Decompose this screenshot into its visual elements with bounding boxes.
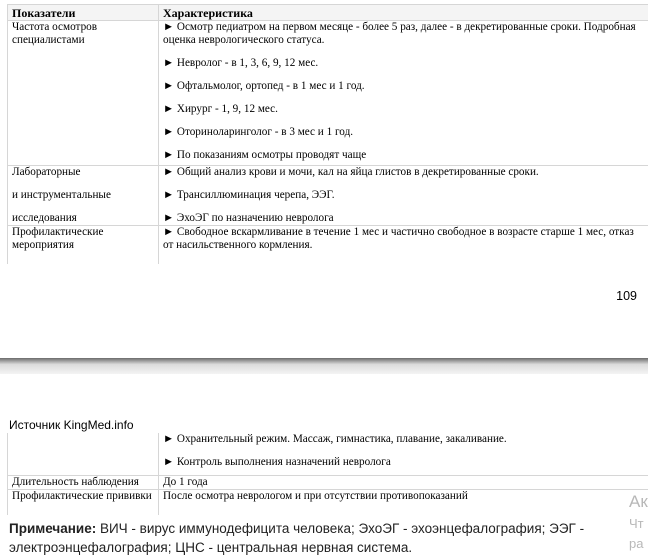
row-label-line: Лабораторные <box>12 166 81 178</box>
page-number: 109 <box>616 289 637 303</box>
row-content <box>159 475 648 489</box>
list-item: До 1 года <box>163 475 208 488</box>
list-item: ► Оториноларинголог - в 3 мес и 1 год. <box>163 126 354 138</box>
row-label-line: и инструментальные <box>12 189 111 201</box>
source-label: Источник KingMed.info <box>9 418 134 432</box>
row-label: Длительность наблюдения <box>8 475 159 489</box>
list-item: ► Офтальмолог, ортопед - в 1 мес и 1 год. <box>163 80 365 92</box>
row-content <box>159 433 648 475</box>
note-label: Примечание: <box>9 521 97 536</box>
row-content <box>159 226 648 264</box>
watermark-overlay-1: Ак <box>629 492 648 511</box>
note-text: ВИЧ - вирус иммунодефицита человека; ЭхоЭГ - эхоэнцефалография; ЭЭГ - электроэнцефалография; ЦНС - центральная нервная система. <box>9 521 585 555</box>
row-content <box>159 21 648 166</box>
table-row <box>8 166 648 226</box>
row-label <box>8 433 159 475</box>
table-row <box>8 433 648 475</box>
watermark-overlay-3: ра <box>629 536 644 551</box>
table-row <box>8 21 648 166</box>
list-item: ► Осмотр педиатром на первом месяце - более 5 раз, далее - в декретированные сроки. Подробная оценка неврологического статуса. <box>163 21 636 46</box>
header-indicators: Показатели <box>8 5 159 21</box>
row-content <box>159 489 648 515</box>
list-item: ► Свободное вскармливание в течение 1 мес и частично свободное в возрасте старше 1 мес, отказ от насильственного кормления. <box>163 226 634 251</box>
list-item: ► Охранительный режим. Массаж, гимнастика, плавание, закаливание. <box>163 433 507 445</box>
table-row <box>8 475 648 489</box>
list-item: ► Общий анализ крови и мочи, кал на яйца глистов в декретированные сроки. <box>163 166 539 178</box>
list-item: ► По показаниям осмотры проводят чаще <box>163 149 367 161</box>
list-item: ► Хирург - 1, 9, 12 мес. <box>163 103 278 115</box>
observation-table-bottom <box>7 433 648 515</box>
row-label: Профилактические мероприятия <box>8 226 159 264</box>
table-header-row <box>8 5 648 21</box>
list-item: ► Трансиллюминация черепа, ЭЭГ. <box>163 189 335 201</box>
header-characteristics: Характеристика <box>159 5 648 21</box>
table-note <box>9 519 639 557</box>
list-item: ► Контроль выполнения назначений невролога <box>163 456 391 468</box>
table-row <box>8 226 648 264</box>
list-item: ► Невролог - в 1, 3, 6, 9, 12 мес. <box>163 57 319 69</box>
row-label <box>8 166 159 226</box>
observation-table-top <box>7 4 648 264</box>
row-label: Частота осмотров специалистами <box>8 21 159 166</box>
list-item: После осмотра неврологом и при отсутствии противопоказаний <box>163 489 468 502</box>
list-item: ► ЭхоЭГ по назначению невролога <box>163 212 334 224</box>
table-row <box>8 489 648 515</box>
row-label: Профилактические прививки <box>8 489 159 515</box>
page-break-shadow <box>0 358 648 374</box>
row-content <box>159 166 648 226</box>
watermark-overlay-2: Чт <box>629 516 644 531</box>
row-label-line: исследования <box>12 212 77 224</box>
